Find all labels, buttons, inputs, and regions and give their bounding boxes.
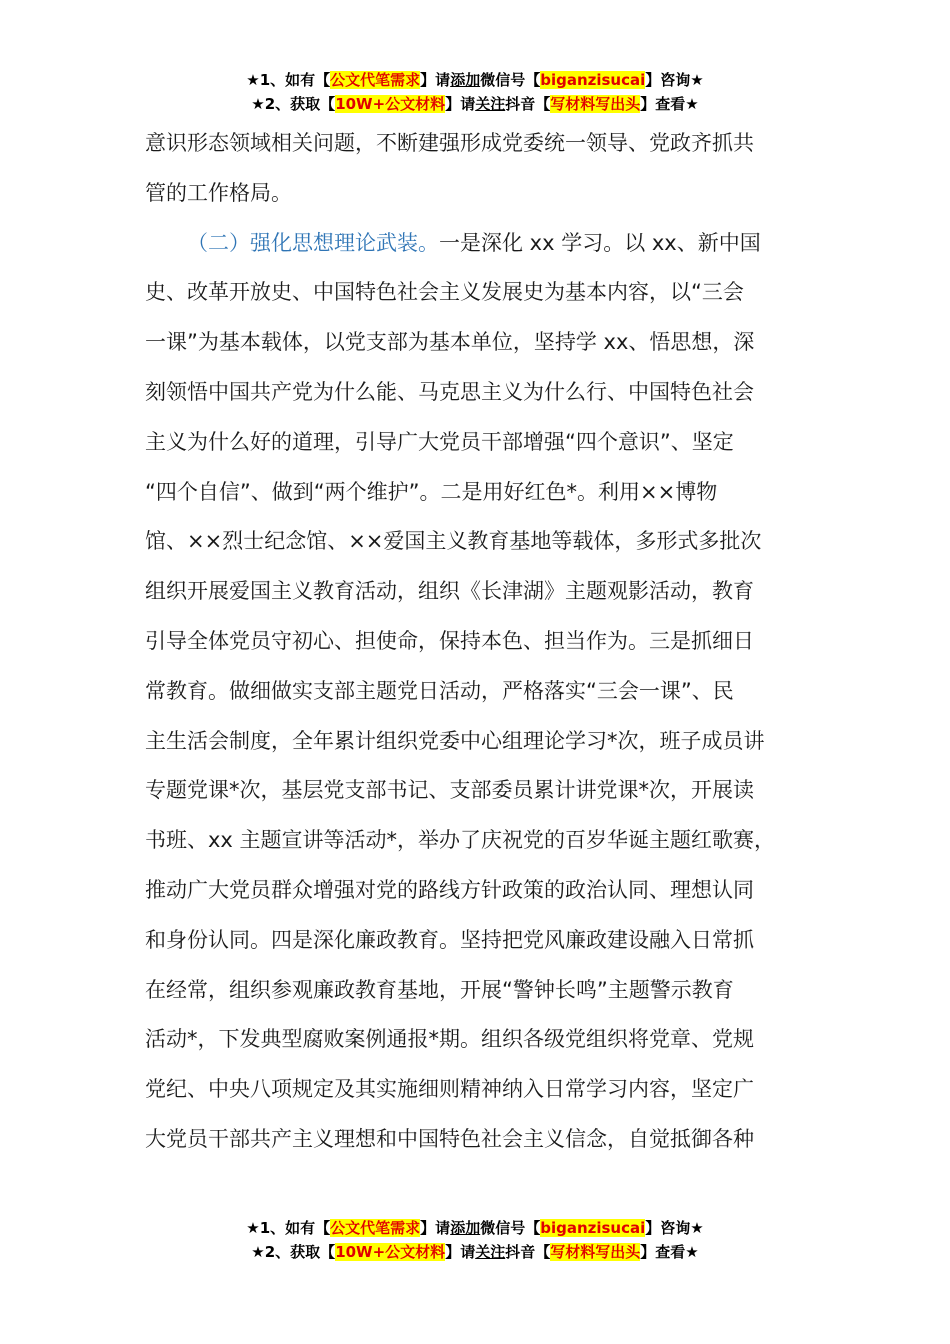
banner-text: 抖音【 bbox=[505, 1243, 551, 1261]
text-line: 意识形态领域相关问题，不断建强形成党委统一领导、党政齐抓共 bbox=[145, 131, 754, 155]
banner-text: 微信号【 bbox=[480, 1219, 541, 1237]
banner-text: ★1、如有【 bbox=[246, 71, 331, 89]
banner-text: ★1、如有【 bbox=[246, 1219, 331, 1237]
text-line: 推动广大党员群众增强对党的路线方针政策的政治认同、理想认同 bbox=[145, 877, 754, 902]
text-line: 管的工作格局。 bbox=[145, 180, 292, 205]
text-line: 一课”为基本载体，以党支部为基本单位，坚持学 xx、悟思想，深 bbox=[145, 330, 755, 355]
banner-text: 】请 bbox=[445, 95, 476, 113]
banner-line-2 bbox=[0, 92, 950, 116]
text-line: 在经常，组织参观廉政教育基地，开展“警钟长鸣”主题警示教育 bbox=[145, 977, 734, 1002]
banner-line-2 bbox=[0, 1240, 950, 1264]
text-line: “四个自信”、做到“两个维护”。二是用好红色*。利用××博物 bbox=[145, 479, 718, 504]
banner-underlined: 添加 bbox=[450, 71, 481, 89]
banner-text: 】请 bbox=[420, 1219, 451, 1237]
banner-text: 抖音【 bbox=[505, 95, 551, 113]
paragraph-2 bbox=[145, 219, 810, 1165]
text-line: 常教育。做细做实支部主题党日活动，严格落实“三会一课”、民 bbox=[145, 678, 734, 703]
banner-underlined: 添加 bbox=[450, 1219, 481, 1237]
banner-text: 】咨询★ bbox=[645, 71, 704, 89]
banner-highlight: 10W+公文材料 bbox=[335, 1243, 446, 1261]
banner-line-1 bbox=[0, 68, 950, 92]
text-line: 主义为什么好的道理，引导广大党员干部增强“四个意识”、坚定 bbox=[145, 429, 734, 454]
text-line: 书班、xx 主题宣讲等活动*，举办了庆祝党的百岁华诞主题红歌赛， bbox=[145, 828, 776, 853]
text-line: 专题党课*次，基层党支部书记、支部委员累计讲党课*次，开展读 bbox=[145, 778, 754, 803]
banner-highlight: 公文代笔需求 bbox=[330, 1219, 421, 1237]
banner-highlight: 写材料写出头 bbox=[550, 1243, 641, 1261]
document-body bbox=[145, 119, 810, 1165]
banner-highlight: 10W+公文材料 bbox=[335, 95, 446, 113]
text-line: 活动*，下发典型腐败案例通报*期。组织各级党组织将党章、党规 bbox=[145, 1027, 754, 1052]
banner-text: 】查看★ bbox=[640, 1243, 699, 1261]
text-line: 史、改革开放史、中国特色社会主义发展史为基本内容，以“三会 bbox=[145, 280, 744, 305]
text-line: 大党员干部共产主义理想和中国特色社会主义信念，自觉抵御各种 bbox=[145, 1126, 754, 1151]
paragraph-1 bbox=[145, 119, 810, 219]
text-line: 馆、××烈士纪念馆、××爱国主义教育基地等载体，多形式多批次 bbox=[145, 529, 762, 554]
banner-text: 】查看★ bbox=[640, 95, 699, 113]
banner-highlight: 公文代笔需求 bbox=[330, 71, 421, 89]
text-line: 党纪、中央八项规定及其实施细则精神纳入日常学习内容，坚定广 bbox=[145, 1077, 754, 1102]
banner-text: 】咨询★ bbox=[645, 1219, 704, 1237]
banner-text: 】请 bbox=[420, 71, 451, 89]
banner-highlight: 写材料写出头 bbox=[550, 95, 641, 113]
text-line: 和身份认同。四是深化廉政教育。坚持把党风廉政建设融入日常抓 bbox=[145, 927, 754, 952]
text-run: 一是深化 xx 学习。以 xx、新中国 bbox=[439, 230, 761, 255]
banner-line-1 bbox=[0, 1216, 950, 1240]
banner-underlined: 关注 bbox=[475, 95, 506, 113]
text-line: 组织开展爱国主义教育活动，组织《长津湖》主题观影活动，教育 bbox=[145, 579, 754, 604]
section-heading: （二）强化思想理论武装。 bbox=[187, 230, 439, 255]
footer-banner bbox=[0, 1216, 950, 1264]
header-banner bbox=[0, 68, 950, 116]
text-line: 主生活会制度，全年累计组织党委中心组理论学习*次，班子成员讲 bbox=[145, 728, 765, 753]
banner-highlight: biganzisucai bbox=[540, 71, 646, 89]
text-line bbox=[145, 219, 810, 269]
banner-underlined: 关注 bbox=[475, 1243, 506, 1261]
text-line: 引导全体党员守初心、担使命，保持本色、担当作为。三是抓细日 bbox=[145, 628, 754, 653]
banner-text: ★2、获取【 bbox=[251, 95, 336, 113]
banner-text: 微信号【 bbox=[480, 71, 541, 89]
banner-text: 】请 bbox=[445, 1243, 476, 1261]
banner-highlight: biganzisucai bbox=[540, 1219, 646, 1237]
text-line: 刻领悟中国共产党为什么能、马克思主义为什么行、中国特色社会 bbox=[145, 379, 754, 404]
banner-text: ★2、获取【 bbox=[251, 1243, 336, 1261]
